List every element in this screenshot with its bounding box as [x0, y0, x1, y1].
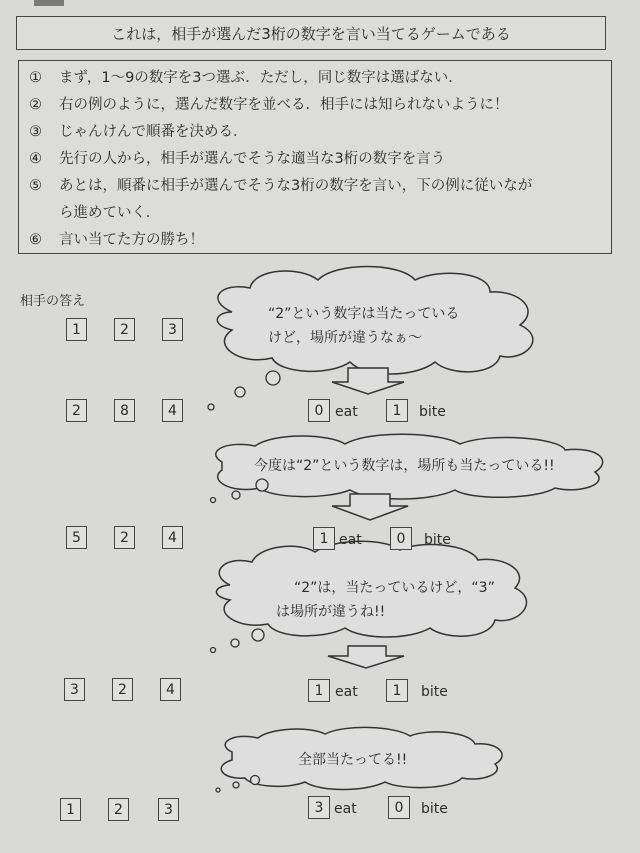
thought-dot — [232, 491, 240, 499]
guess-1-digit-2: 8 — [114, 399, 135, 422]
rule-number: ① — [29, 70, 42, 86]
down-arrow-icon — [328, 646, 404, 668]
rule-text: じゃんけんで順番を決める． — [59, 124, 248, 140]
thought-dot — [211, 498, 216, 503]
guess-4-digit-3: 3 — [158, 798, 179, 821]
answer-digit-2: 2 — [114, 318, 135, 341]
thought-dot — [235, 387, 245, 397]
guess-3-eat-count: 1 — [308, 679, 330, 702]
bite-label: bite — [419, 404, 446, 420]
bite-label: bite — [424, 532, 451, 548]
thought-dot — [251, 776, 260, 785]
guess-4-eat-count: 3 — [308, 796, 330, 819]
bite-label: bite — [421, 801, 448, 817]
guess-1-digit-1: 2 — [66, 399, 87, 422]
bite-label: bite — [421, 684, 448, 700]
eat-label: eat — [335, 684, 358, 700]
guess-2-digit-3: 4 — [162, 526, 183, 549]
page-title-text: これは，相手が選んだ3桁の数字を言い当てるゲームである — [111, 24, 511, 43]
eat-label: eat — [335, 404, 358, 420]
bubble-4-text: 全部当たってる!! — [298, 752, 408, 768]
guess-4-digit-1: 1 — [60, 798, 81, 821]
guess-3-bite-count: 1 — [386, 679, 408, 702]
bubble-3-line-2: は場所が違うね!! — [276, 604, 386, 620]
answer-digit-1: 1 — [66, 318, 87, 341]
bubble-1-text — [268, 302, 459, 350]
guess-2-digit-2: 2 — [114, 526, 135, 549]
bubble-2-text: 今度は“2”という数字は，場所も当たっている!! — [254, 458, 555, 474]
thought-dot — [252, 629, 264, 641]
thought-dot — [208, 404, 214, 410]
guess-3-digit-1: 3 — [64, 678, 85, 701]
rule-text: 右の例のように，選んだ数字を並べる．相手には知られないように！ — [59, 97, 509, 113]
eat-label: eat — [339, 532, 362, 548]
guess-3-digit-3: 4 — [160, 678, 181, 701]
rule-text: 先行の人から，相手が選んでそうな適当な3桁の数字を言う — [59, 151, 446, 167]
guess-2-bite-count: 0 — [390, 527, 412, 550]
guess-1-bite-count: 1 — [386, 399, 408, 422]
bubble-1-line-2: けど，場所が違うなぁ～ — [268, 330, 422, 346]
guess-4-bite-count: 0 — [388, 796, 410, 819]
guess-1-eat-count: 0 — [308, 399, 330, 422]
thought-dot — [216, 788, 220, 792]
bubble-3-line-1: “2”は，当たっているけど，“3” — [294, 580, 495, 596]
bubble-1-line-1: “2”という数字は当たっている — [268, 306, 460, 322]
guess-1-digit-3: 4 — [162, 399, 183, 422]
answer-label: 相手の答え — [20, 294, 86, 309]
rule-number: ③ — [29, 124, 42, 140]
rule-text: まず，1～9の数字を3つ選ぶ．ただし，同じ数字は選ばない． — [59, 70, 463, 86]
thought-dot — [266, 371, 280, 385]
rule-number: ⑤ — [29, 178, 42, 194]
guess-2-eat-count: 1 — [313, 527, 335, 550]
rule-text: 言い当てた方の勝ち！ — [59, 232, 204, 248]
guess-3-digit-2: 2 — [112, 678, 133, 701]
thought-dot — [233, 782, 239, 788]
rule-text: あとは，順番に相手が選んでそうな3桁の数字を言い，下の例に従いなが — [59, 178, 533, 194]
guess-4-digit-2: 2 — [108, 798, 129, 821]
bubble-3-text — [276, 576, 495, 624]
thought-dot — [256, 479, 268, 491]
rule-number: ④ — [29, 151, 42, 167]
guess-2-digit-1: 5 — [66, 526, 87, 549]
answer-digit-3: 3 — [162, 318, 183, 341]
rule-5-continuation: ら進めていく． — [59, 205, 161, 221]
thought-dot — [211, 648, 216, 653]
eat-label: eat — [334, 801, 357, 817]
rule-number: ⑥ — [29, 232, 42, 248]
rule-number: ② — [29, 97, 42, 113]
thought-dot — [231, 639, 239, 647]
